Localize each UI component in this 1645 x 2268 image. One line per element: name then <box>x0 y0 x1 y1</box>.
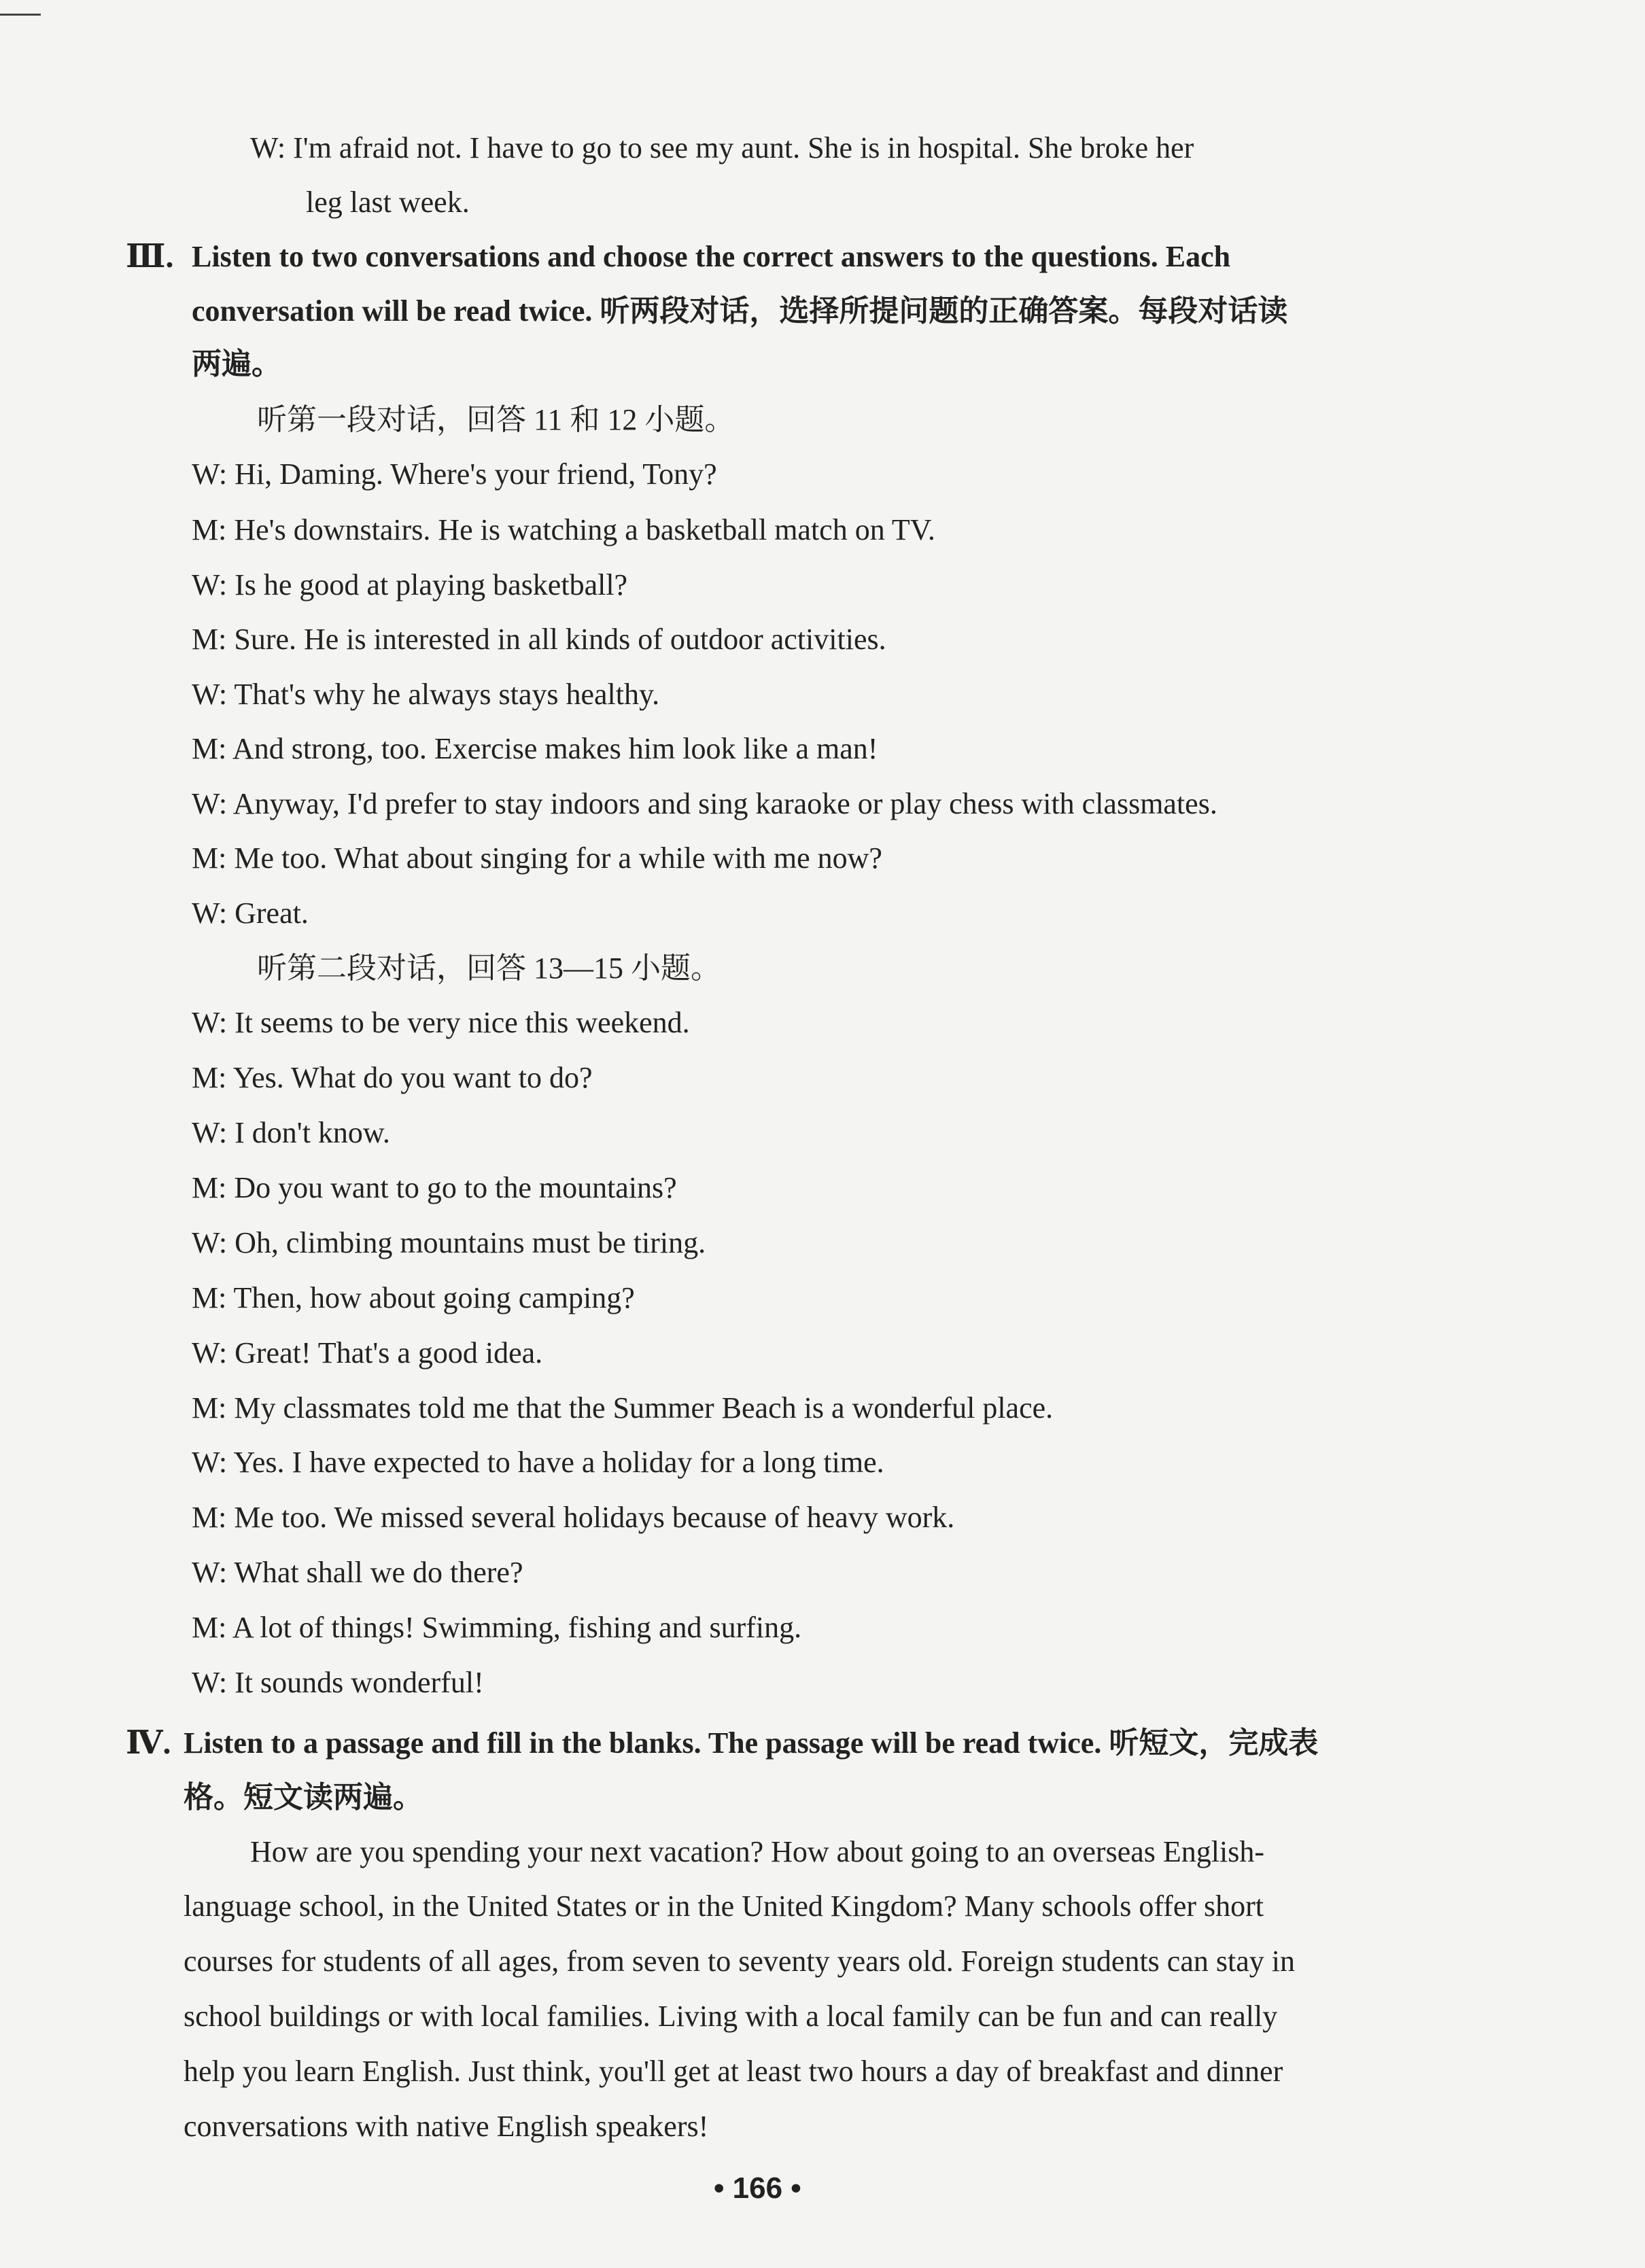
passage-line: courses for students of all ages, from seven to seventy years old. Foreign students can stay in <box>184 1944 1295 1978</box>
dialogue-line: W: What shall we do there? <box>192 1556 523 1589</box>
dialogue-line: M: And strong, too. Exercise makes him look like a man! <box>192 732 878 765</box>
dialogue-line: W: Oh, climbing mountains must be tiring. <box>192 1226 706 1259</box>
dialogue-line: M: Me too. We missed several holidays because of heavy work. <box>192 1501 955 1534</box>
passage-line: language school, in the United States or in the United Kingdom? Many schools offer short <box>184 1889 1264 1923</box>
dialogue-line: W: Is he good at playing basketball? <box>192 568 628 601</box>
dialogue-line: M: A lot of things! Swimming, fishing and surfing. <box>192 1611 802 1644</box>
dialogue-line: W: It sounds wonderful! <box>192 1666 484 1699</box>
dialogue-line: W: Anyway, I'd prefer to stay indoors and sing karaoke or play chess with classmates. <box>192 787 1217 820</box>
dialogue-line: W: Great! That's a good idea. <box>192 1336 543 1369</box>
passage-line: help you learn English. Just think, you'll get at least two hours a day of breakfast and dinner <box>184 2055 1283 2088</box>
passage-line: conversations with native English speakers! <box>184 2110 709 2143</box>
conversation-1-heading: 听第一段对话，回答 11 和 12 小题。 <box>257 403 735 436</box>
intro-line <box>250 129 1194 167</box>
dialogue-line: M: My classmates told me that the Summer Beach is a wonderful place. <box>192 1391 1054 1425</box>
section-3-instruction-line-3: 两遍。 <box>192 347 281 381</box>
dialogue-line: W: That's why he always stays healthy. <box>192 678 660 711</box>
passage-line: How are you spending your next vacation? How about going to an overseas English- <box>250 1835 1264 1868</box>
dialogue-line: M: Me too. What about singing for a while with me now? <box>192 841 882 875</box>
passage-line: school buildings or with local families. Living with a local family can be fun and can really <box>184 2000 1278 2033</box>
dialogue-line: W: Great. <box>192 896 309 930</box>
dialogue-line: M: He's downstairs. He is watching a basketball match on TV. <box>192 513 935 546</box>
section-4-number: Ⅳ. <box>126 1725 171 1761</box>
dialogue-line: M: Yes. What do you want to do? <box>192 1061 593 1094</box>
section-4-instruction-line-2: 格。短文读两遍。 <box>184 1781 423 1814</box>
top-edge-mark <box>0 14 41 16</box>
section-3-number: Ⅲ. <box>126 239 174 275</box>
section-3-instruction-line-2: conversation will be read twice. 听两段对话，选择所提问题的正确答案。每段对话读 <box>192 294 1288 328</box>
intro-line-continuation: leg last week. <box>306 186 470 219</box>
conversation-2-heading: 听第二段对话，回答 13—15 小题。 <box>257 952 721 985</box>
speaker-label: W: <box>250 131 286 164</box>
dialogue-line: M: Sure. He is interested in all kinds of outdoor activities. <box>192 623 886 656</box>
page-number: • 166 • <box>714 2171 801 2205</box>
dialogue-line: M: Then, how about going camping? <box>192 1281 635 1314</box>
section-3-instruction-line-1: Listen to two conversations and choose the correct answers to the questions. Each <box>192 240 1231 273</box>
dialogue-line: W: Hi, Daming. Where's your friend, Tony? <box>192 457 717 491</box>
dialogue-text: I'm afraid not. I have to go to see my aunt. She is in hospital. She broke her <box>293 131 1194 164</box>
dialogue-line: M: Do you want to go to the mountains? <box>192 1171 677 1204</box>
dialogue-line: W: I don't know. <box>192 1116 390 1149</box>
dialogue-line: W: Yes. I have expected to have a holiday for a long time. <box>192 1446 884 1479</box>
dialogue-line: W: It seems to be very nice this weekend. <box>192 1006 690 1039</box>
section-4-instruction-line-1: Listen to a passage and fill in the blanks. The passage will be read twice. 听短文，完成表 <box>184 1726 1319 1760</box>
